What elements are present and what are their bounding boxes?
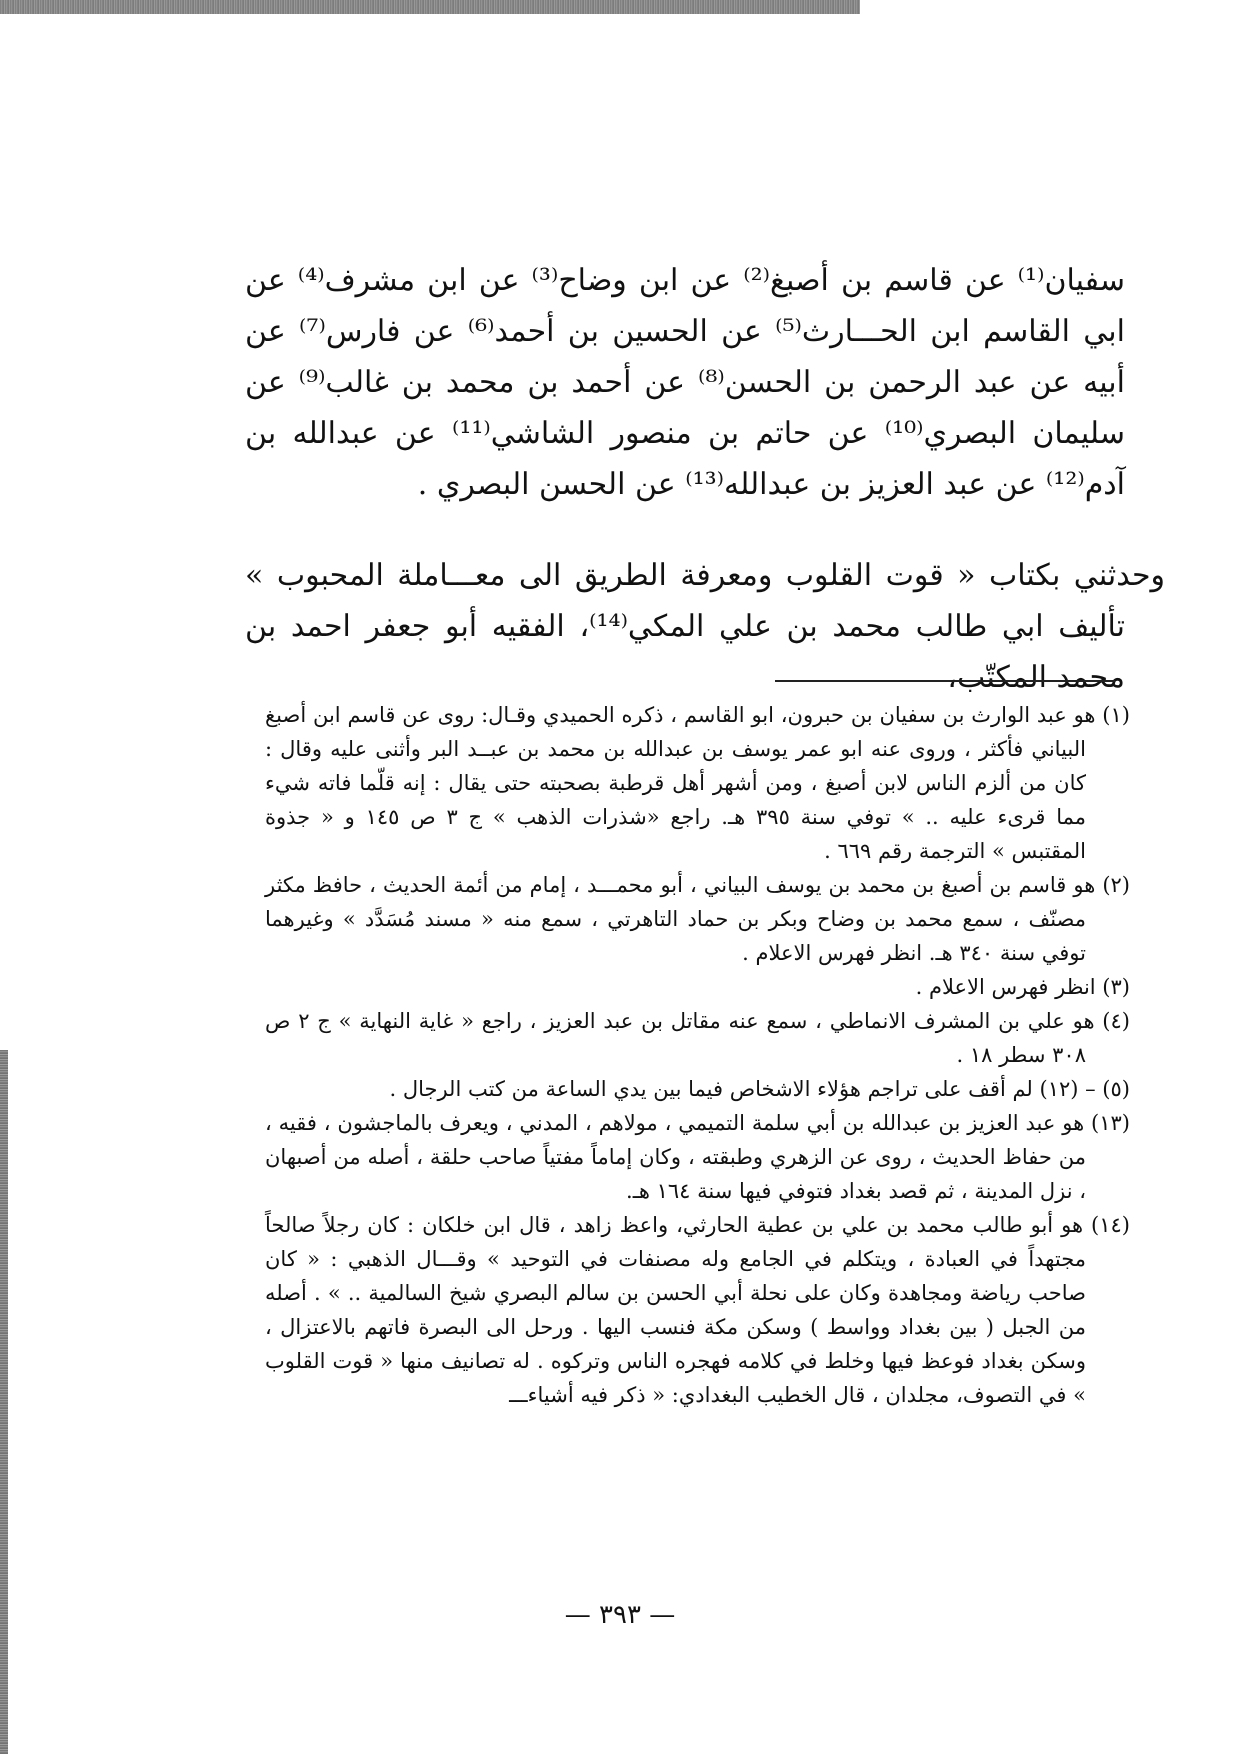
footnote-2: (٢) هو قاسم بن أصبغ بن محمد بن يوسف البياني ، أبو محمـــد ، إمام من أئمة الحديث ، حافظ مكثر مصنّف ، سمع محمد بن وضاح وبكر بن حماد التاهرتي ، سمع منه « مسند مُسَدَّد » وغيرهما توفي سنة ٣٤٠ هـ. انظر فهرس الاعلام . (265, 873, 1130, 965)
scan-edge-top (0, 0, 860, 14)
footnote-1: (١) هو عبد الوارث بن سفيان بن حبرون، ابو القاسم ، ذكره الحميدي وقـال: روى عن قاسم ابن أصبغ البياني فأكثر ، وروى عنه ابو عمر يوسف بن عبدالله بن محمد بن عبــد البر وأثنى عليه وقال : كان من ألزم الناس لابن أصبغ ، ومن أشهر أهل قرطبة بصحبته حتى يقال : إنه قلّما فاته شيء مما قرىء عليه .. » توفي سنة ٣٩٥ هـ. راجع «شذرات الذهب » ج ٣ ص ١٤٥ و « جذوة المقتبس » الترجمة رقم ٦٦٩ . (265, 703, 1130, 863)
main-paragraph-2: وحدثني بكتاب « قوت القلوب ومعرفة الطريق الى معـــاملة المحبوب » تأليف ابي طالب محمد بن علي المكي⁽¹⁴⁾، الفقيه أبو جعفر احمد بن محمد المكتّب، (245, 558, 1165, 695)
footnote-5-12: (٥) – (١٢) لم أقف على تراجم هؤلاء الاشخاص فيما بين يدي الساعة من كتب الرجال . (389, 1077, 1130, 1101)
main-paragraph-1: سفيان⁽¹⁾ عن قاسم بن أصبغ⁽²⁾ عن ابن وضاح⁽³⁾ عن ابن مشرف⁽⁴⁾ عن ابي القاسم ابن الحـــارث⁽⁵⁾ عن الحسين بن أحمد⁽⁶⁾ عن فارس⁽⁷⁾ عن أبيه عن عبد الرحمن بن الحسن⁽⁸⁾ عن أحمد بن محمد بن غالب⁽⁹⁾ عن سليمان البصري⁽¹⁰⁾ عن حاتم بن منصور الشاشي⁽¹¹⁾ عن عبدالله بن آدم⁽¹²⁾ عن عبد العزيز بن عبدالله⁽¹³⁾ عن الحسن البصري . (245, 263, 1125, 502)
footnote-14: (١٤) هو أبو طالب محمد بن علي بن عطية الحارثي، واعظ زاهد ، قال ابن خلكان : كان رجلاً صالحاً مجتهداً في العبادة ، ويتكلم في الجامع وله مصنفات في التوحيد » وقـــال الذهبي : « كان صاحب رياضة ومجاهدة وكان على نحلة أبي الحسن بن سالم البصري شيخ السالمية .. » . أصله من الجبل ( بين بغداد وواسط ) وسكن مكة فنسب اليها . ورحل الى البصرة فاتهم بالاعتزال ، وسكن بغداد فوعظ فيها وخلط في كلامه فهجره الناس وتركوه . له تصانيف منها « قوت القلوب » في التصوف، مجلدان ، قال الخطيب البغدادي: « ذكر فيه أشياءـــ (265, 1213, 1130, 1407)
footnote-3: (٣) انظر فهرس الاعلام . (915, 975, 1130, 999)
footnote-13: (١٣) هو عبد العزيز بن عبدالله بن أبي سلمة التميمي ، مولاهم ، المدني ، ويعرف بالماجشون ، فقيه ، من حفاظ الحديث ، روى عن الزهري وطبقته ، وكان إماماً مفتياً صاحب حلقة ، أصله من أصبهان ، نزل المدينة ، ثم قصد بغداد فتوفي فيها سنة ١٦٤ هـ. (265, 1111, 1130, 1203)
footnote-separator (775, 680, 1115, 682)
main-text (245, 255, 1165, 743)
footnote-4: (٤) هو علي بن المشرف الانماطي ، سمع عنه مقاتل بن عبد العزيز ، راجع « غاية النهاية » ج ٢ ص ٣٠٨ سطر ١٨ . (265, 1009, 1130, 1067)
page-number: — ٣٩٣ — (564, 1600, 676, 1630)
scan-edge-left (0, 1050, 8, 1754)
footnotes (265, 698, 1130, 1412)
